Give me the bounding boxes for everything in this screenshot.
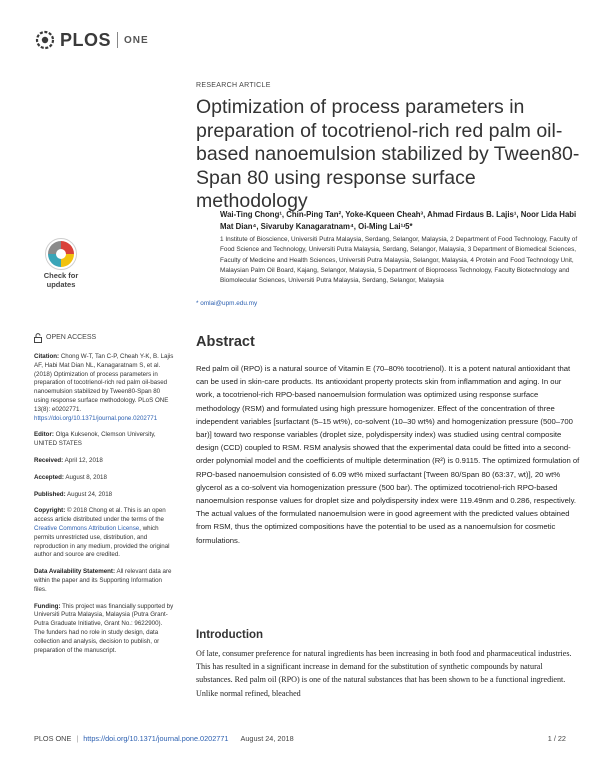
logo-text: PLOS: [60, 29, 112, 50]
copyright-text-1: © 2018 Chong et al. This is an open access article distributed under the terms of the: [34, 507, 166, 524]
accepted-date: August 8, 2018: [65, 473, 107, 481]
introduction-body: Of late, consumer preference for natural ingredients has been increasing in both food and pharmaceutical industries. This has resulted in a significant increase in demand for the substitution of synthetic compounds by natural substances. Red palm oil (RPO) is one of the natural substances that has been shown to be a functional ingredient. Unlike normal refined, bleached: [196, 649, 572, 698]
copyright-text-2: , which permits unrestricted use, distribution, and reproduction in any medium, provided the original author and source are credited.: [34, 524, 170, 559]
copyright-block: [34, 507, 174, 560]
check-for-updates-badge[interactable]: [36, 237, 86, 299]
footer-doi-link[interactable]: https://doi.org/10.1371/journal.pone.0202771: [83, 734, 229, 743]
crossmark-line1: Check for: [43, 271, 79, 280]
data-availability-text: All relevant data are within the paper and its Supporting Information files.: [34, 568, 172, 593]
published-head: Published:: [34, 490, 66, 498]
funding-head: Funding:: [34, 602, 61, 610]
data-availability-block: [34, 568, 174, 594]
corresponding-email[interactable]: * omlai@upm.edu.my: [196, 300, 258, 307]
crossmark-line2: updates: [46, 280, 76, 289]
logo-divider: [117, 32, 118, 48]
affiliations: 1 Institute of Bioscience, Universiti Putra Malaysia, Serdang, Selangor, Malaysia, 2 Department of Food Technology, Faculty of Food Science and Technology, Universiti Putra Malaysia, Serdang, Selangor, Malaysia, 3 Department of Biomedical Sciences, Faculty of Medicine and Health Sciences, Universiti Putra Malaysia, Selangor, Malaysia, 4 Protein and Food Technology Unit, Malaysian Palm Oil Board, Kajang, Selangor, Malaysia, 5 Department of Bioprocess Technology, Faculty Biotechnology and Biomolecular Sciences, Universiti Putra Malaysia, Serdang, Selangor, Malaysia: [220, 236, 578, 285]
logo-sub: ONE: [124, 34, 149, 46]
plos-logo-icon: [34, 29, 56, 51]
footer-date: August 24, 2018: [240, 734, 294, 743]
citation-block: [34, 353, 174, 423]
published-date: August 24, 2018: [67, 490, 113, 498]
accepted-head: Accepted:: [34, 473, 64, 481]
footer-separator: [233, 734, 235, 743]
footer-separator: |: [76, 734, 79, 743]
introduction-heading: Introduction: [196, 629, 264, 641]
article-title: Optimization of process parameters in preparation of tocotrienol-rich red palm oil-based nanoemulsion stabilized by Tween80-Span 80 using response surface methodology: [196, 96, 580, 212]
editor-text: Olga Kuksenok, Clemson University, UNITED STATES: [34, 431, 156, 448]
crossmark-icon: [44, 237, 78, 271]
open-access-label: OPEN ACCESS: [46, 333, 97, 341]
footer-journal: PLOS ONE: [34, 734, 72, 743]
article-sidebar: [34, 333, 174, 663]
article-type: RESEARCH ARTICLE: [196, 82, 271, 89]
copyright-head: Copyright:: [34, 507, 66, 515]
editor-head: Editor:: [34, 431, 54, 439]
page-number: 1 / 22: [547, 734, 566, 743]
received-block: [34, 457, 174, 466]
author-list: Wai-Ting Chong¹, Chin-Ping Tan², Yoke-Kqueen Cheah³, Ahmad Firdaus B. Lajis¹, Noor Lida Habi Mat Dian⁴, Sivaruby Kanagaratnam⁴, Oi-Ming Lai¹ʴ5*: [220, 210, 577, 231]
page-footer: [34, 734, 566, 743]
crossmark-label: [36, 271, 86, 289]
citation-text: Chong W-T, Tan C-P, Cheah Y-K, B. Lajis AF, Habi Mat Dian NL, Kanagaratnam S, et al. (2018) Optimization of process parameters in preparation of tocotrienol-rich red palm oil-based nanoemulsion stabilized by Tween80-Span 80 using response surface methodology. PLoS ONE 13(8): e0202771.: [34, 353, 174, 413]
accepted-block: [34, 474, 174, 483]
funding-text: This project was financially supported by Universiti Putra Malaysia, Malaysia (Putra Grant-Putra Graduate Initiative, Grant No.: 9622900). The funders had no role in study design, data collection and analysis, decision to publish, or preparation of the manuscript.: [34, 602, 174, 654]
open-lock-icon: [34, 333, 42, 343]
published-block: [34, 491, 174, 500]
open-access-badge: [34, 333, 174, 343]
received-head: Received:: [34, 456, 64, 464]
citation-head: Citation:: [34, 353, 60, 360]
received-date: April 12, 2018: [64, 456, 103, 464]
abstract-heading: Abstract: [196, 334, 255, 350]
license-link[interactable]: Creative Commons Attribution License: [34, 524, 140, 532]
citation-doi-link[interactable]: https://doi.org/10.1371/journal.pone.0202771: [34, 414, 158, 422]
funding-block: [34, 603, 174, 656]
data-availability-head: Data Availability Statement:: [34, 568, 116, 576]
plos-logo: [34, 28, 149, 52]
editor-block: [34, 431, 174, 449]
abstract-body: Red palm oil (RPO) is a natural source of Vitamin E (70–80% tocotrienol). It is a potent natural antioxidant that can be used in skin-care products. Its antioxidant property protects skin from inflammation and aging. In our work, a tocotrienol-rich RPO-based nanoemulsion formulation was optimized using response surface methodology (RSM) and formulated using high pressure homogenizer. Effect of the concentration of three independent variables [surfactant (5–15 wt%), co-solvent (10–30 wt%) and homogenization pressure (500–700 bar)] toward two response variables (droplet size, polydispersity index) was studied using central composite design (CCD) coupled to RSM. RSM analysis showed that the experimental data could be fitted into a second-order polynomial model and the coefficients of multiple determination (R²) is 0.9115. The optimized formulation of RPO-based nanoemulsion consisted of 6.09 wt% mixed surfactant [Tween 80/Span 80 (63:37, wt)], 20 wt% glycerol as a co-solvent via homogenization pressure (500 bar). The optimized tocotrienol-rich RPO-based nanoemulsion response values for droplet size and polydispersity index were 119.49nm and 0.286, respectively. The actual values of the formulated nanoemulsion were in good agreement with the predicted values obtained from RSM, thus the optimized compositions have the potential to be used as a nanoemulsion for cosmetic formulations.: [196, 364, 580, 545]
